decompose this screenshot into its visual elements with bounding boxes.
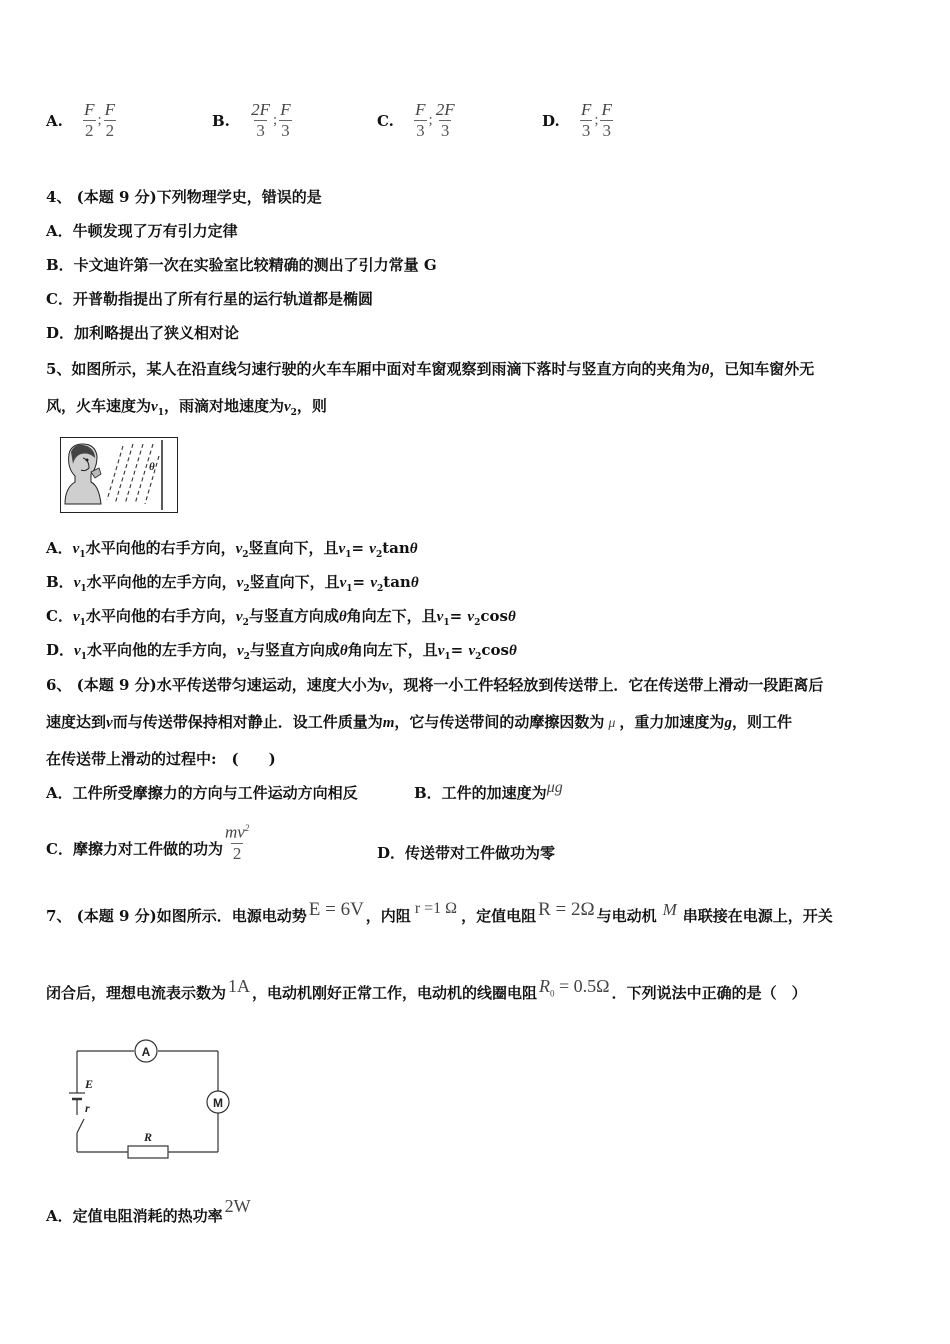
- ammeter-label: A: [141, 1045, 151, 1059]
- q6-stem-line1: 6、 (本题 9 分)水平传送带匀速运动，速度大小为v，现将一小工件轻轻放到传送带上．它在传送带上滑动一段距离后: [46, 676, 824, 694]
- q6-stem-line2: 速度达到v而与传送带保持相对静止．设工件质量为m，它与传送带间的动摩擦因数为 μ ，重力加速度为g，则工件: [46, 713, 792, 731]
- q7-option-a: A．定值电阻消耗的热功率 2W: [46, 1196, 251, 1225]
- q6-option-b: B．工件的加速度为μg: [414, 779, 563, 802]
- theta-label: θ: [149, 461, 155, 473]
- q5-option-a: A．$v_1$水平向他的右手方向，$v_2$竖直向下，且$v_1= v_2\tan\theta$: [46, 539, 418, 560]
- q3-option-b: B. $\frac{2F}{3}$ ; $\frac{F}{3}$: [212, 100, 291, 140]
- fraction: $\frac{F}{2}$: [104, 100, 116, 140]
- q3-option-c: C. $\frac{F}{3}$ ; $\frac{2F}{3}$: [377, 100, 455, 140]
- emf-label: E: [85, 1077, 94, 1091]
- fraction: $\frac{F}{3}$: [580, 100, 592, 140]
- q6-option-a: A．工件所受摩擦力的方向与工件运动方向相反: [46, 784, 358, 802]
- q3-option-a: A. $\frac{F}{2}$ ; $\frac{F}{2}$: [46, 100, 116, 140]
- motor-label: M: [213, 1096, 223, 1110]
- q5-figure-train-window: [60, 437, 178, 513]
- q3-option-d: D. $\frac{F}{3}$ ; $\frac{F}{3}$: [542, 100, 612, 140]
- rain-window-illustration: [61, 438, 177, 512]
- fraction: $\frac{2F}{3}$: [251, 100, 271, 140]
- q7-stem-line1: 7、 (本题 9 分)如图所示．电源电动势 E = 6V ，内阻 r =1 Ω ，定值电阻 R = 2Ω 与电动机 M 串联接在电源上，开关: [46, 899, 833, 925]
- q6-option-d: D．传送带对工件做功为零: [377, 844, 556, 862]
- option-label: B.: [212, 111, 230, 130]
- fraction: $\frac{mv^2}{2}$: [224, 822, 250, 863]
- circuit-diagram: [60, 1035, 240, 1161]
- q5-option-b: B．$v_1$水平向他的左手方向，$v_2$竖直向下，且$v_1= v_2\tan\theta$: [46, 573, 419, 594]
- q4-option-c: C．开普勒指提出了所有行星的运行轨道都是椭圆: [46, 290, 373, 308]
- option-label: A.: [46, 111, 63, 130]
- q6-option-c: C．摩擦力对工件做的功为 $\frac{mv^2}{2}$: [46, 818, 251, 864]
- q5-option-c: C．$v_1$水平向他的右手方向，$v_2$与竖直方向成θ角向左下，且$v_1= v_2\cos\theta$: [46, 607, 516, 628]
- q4-option-b: B．卡文迪许第一次在实验室比较精确的测出了引力常量 G: [46, 256, 437, 274]
- fraction: $\frac{F}{2}$: [84, 100, 95, 140]
- option-label: C.: [377, 111, 394, 130]
- fraction: $\frac{F}{3}$: [280, 100, 291, 140]
- internal-resistance-label: r: [85, 1101, 90, 1115]
- fraction: $\frac{F}{3}$: [415, 100, 426, 140]
- q4-option-a: A．牛顿发现了万有引力定律: [46, 222, 238, 240]
- q5-stem-line1: 5、如图所示，某人在沿直线匀速行驶的火车车厢中面对车窗观察到雨滴下落时与竖直方向的夹角为θ，已知车窗外无: [46, 360, 815, 378]
- q7-circuit-figure: [60, 1035, 240, 1161]
- resistor-label: R: [143, 1130, 153, 1144]
- q5-stem-line2: 风，火车速度为$v_1$，雨滴对地速度为$v_2$，则: [46, 397, 327, 418]
- q5-option-d: D．$v_1$水平向他的左手方向，$v_2$与竖直方向成θ角向左下，且$v_1= v_2\cos\theta$: [46, 641, 517, 662]
- fraction: $\frac{F}{3}$: [601, 100, 612, 140]
- q6-stem-line3: 在传送带上滑动的过程中: ( ): [46, 750, 276, 768]
- q7-stem-line2: 闭合后，理想电流表示数为 1A ，电动机刚好正常工作，电动机的线圈电阻 $R_0 = 0.5\Omega$ ．下列说法中正确的是（ ）: [46, 976, 807, 1002]
- q4-stem: 4、 (本题 9 分)下列物理学史，错误的是: [46, 188, 322, 206]
- q4-option-d: D．加利略提出了狭义相对论: [46, 324, 240, 342]
- fraction: $\frac{2F}{3}$: [435, 100, 455, 140]
- option-label: D.: [542, 111, 560, 130]
